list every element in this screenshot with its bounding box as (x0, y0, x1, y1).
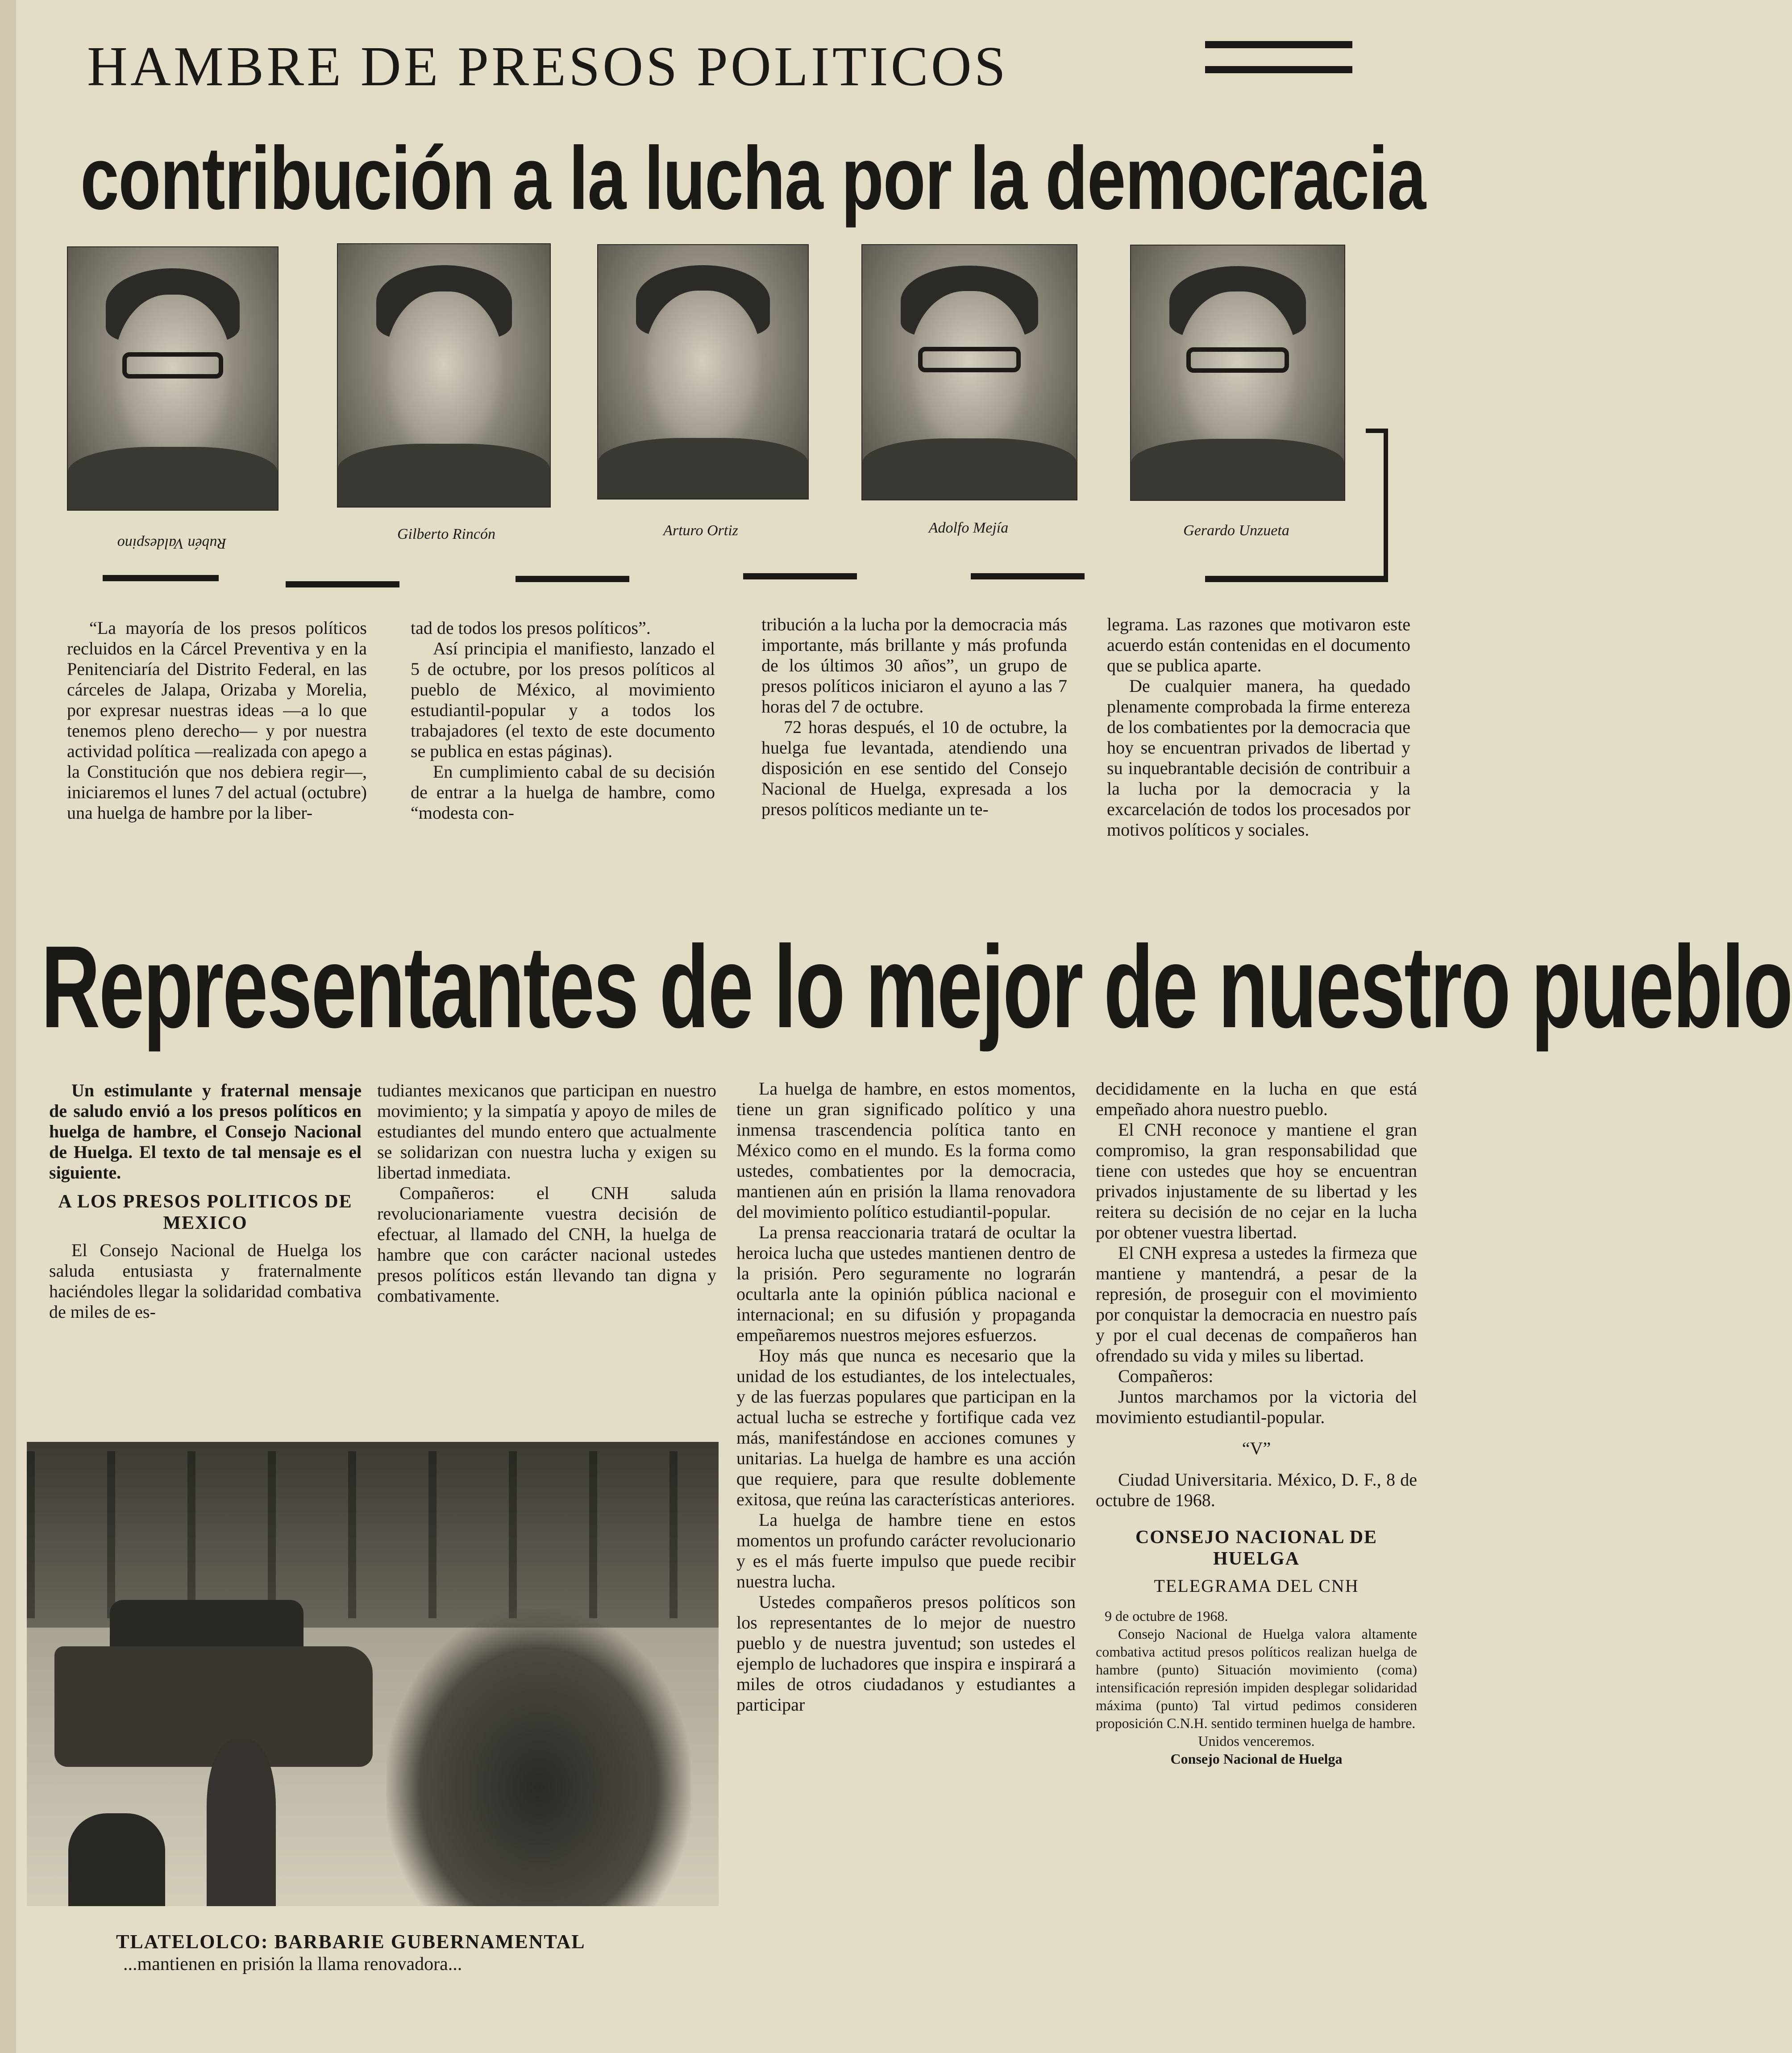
telegram-closing: Unidos venceremos. (1198, 1733, 1315, 1749)
portrait-photo-2 (337, 243, 551, 508)
article1-col2-text-b: Así principia el manifiesto, lanzado el 5 de octubre, por los presos políticos al pueblo de México, al movimiento estudiantil-popular y a todos los trabajadores (el texto de este documento se publica en estas páginas). (411, 638, 715, 761)
article2-col3-text-b: La prensa reaccionaria tratará de ocultar la heroica lucha que ustedes mantienen dentro de la prisión. Pero seguramente no lograrán ocultarla ante la opinión pública nacional e internacional; en su difusión y propaganda empeñaremos nuestros mejores esfuerzos. (736, 1222, 1076, 1345)
deco-bar-4 (743, 573, 857, 579)
article2-column-3 (736, 1079, 1076, 1715)
article2-col3-text-e: Ustedes compañeros presos políticos son los representantes de lo mejor de nuestro pueblo y de nuestra juventud; son ustedes el ejemplo de luchadores que inspira e inspirará a miles de otros ciudadanos y estudiantes a participar (736, 1592, 1076, 1715)
article1-column-4 (1107, 614, 1410, 840)
portrait-caption-1: Rubén Valdespino (117, 535, 227, 552)
portrait-photo-1 (67, 246, 279, 511)
article1-column-3 (761, 614, 1067, 820)
article1-col4-text-b: De cualquier manera, ha quedado plenamente comprobada la firme entereza de los combatientes por la democracia que hoy se encuentran privados de libertad y su inquebrantable decisión de contribuir a la lucha por la democracia y la excarcelación de todos los procesados por motivos políticos y sociales. (1107, 676, 1410, 840)
article2-col4-text-c: El CNH expresa a ustedes la firmeza que mantiene y mantendrá, a pesar de la represión, de proseguir con el movimiento por conquistar la democracia en nuestro país y por el cual decenas de compañeros han ofrendado su vida y miles su libertad. (1096, 1243, 1417, 1366)
kicker-heading: HAMBRE DE PRESOS POLITICOS (87, 36, 1008, 98)
telegram-signature: Consejo Nacional de Huelga (1170, 1751, 1343, 1767)
tlatelolco-photo (27, 1442, 719, 1906)
article2-col2-text-b: Compañeros: el CNH saluda revolucionariamente vuestra decisión de efectuar, al llamado del CNH, la huelga de hambre que con carácter nacional ustedes presos políticos están llevando tan digna y combativamente. (377, 1183, 716, 1306)
deco-bar-3 (516, 576, 629, 582)
article2-column-4 (1096, 1079, 1417, 1768)
article2-col1-text: El Consejo Nacional de Huelga los saluda entusiasta y fraternalmente haciéndoles llegar la solidaridad combativa de miles de es- (49, 1240, 362, 1322)
article2-col3-text-d: La huelga de hambre tiene en estos momentos un profundo carácter revolucionario y es el más fuerte impulso que puede recibir nuestra lucha. (736, 1510, 1076, 1591)
telegram-body: Consejo Nacional de Huelga valora altamente combativa actitud presos políticos realizan huelga de hambre (punto) Situación movimiento (coma) intensificación represión impiden desplegar solidaridad máxima (punto) Tal virtud pedimos consideren proposición C.N.H. sentido terminen huelga de hambre. (1096, 1626, 1417, 1731)
deco-bar-5 (971, 573, 1085, 579)
portrait-caption-2: Gilberto Rincón (397, 526, 496, 542)
article1-col2-text-a: tad de todos los presos políticos”. (411, 618, 651, 638)
deco-bar-2 (286, 581, 399, 587)
article2-column-2 (377, 1080, 716, 1306)
article1-column-1 (67, 618, 367, 823)
article2-subhead: A LOS PRESOS POLITICOS DE MEXICO (58, 1191, 353, 1233)
article1-col1-text: “La mayoría de los presos políticos recluidos en la Cárcel Preventiva y en la Penitenciaría del Distrito Federal, en las cárceles de Jalapa, Orizaba y Morelia, por expresar nuestras ideas —a lo que tenemos pleno derecho— y por nuestra actividad política —realizada con apego a la Constitución que nos debiera regir—, iniciaremos el lunes 7 del actual (octubre) una huelga de hambre por la liber- (67, 618, 367, 823)
article2-col4-text-d: Compañeros: (1118, 1366, 1214, 1386)
article2-signature: CONSEJO NACIONAL DE HUELGA (1135, 1527, 1378, 1569)
article2-v-mark: “V” (1242, 1438, 1271, 1458)
portrait-caption-4: Adolfo Mejía (928, 520, 1009, 536)
article2-intro: Un estimulante y fraternal mensaje de saludo envió a los presos políticos en huelga de hambre, el Consejo Nacional de Huelga. El texto de tal mensaje es el siguiente. (49, 1080, 362, 1183)
photo-caption-title: TLATELOLCO: BARBARIE GUBERNAMENTAL (116, 1931, 586, 1953)
article1-column-2 (411, 618, 715, 823)
article2-col4-text-b: El CNH reconoce y mantiene el gran compromiso, la gran responsabilidad que tiene con ustedes que hoy se encuentran privados injustamente de su libertad y les reitera su decisión de no cejar en la lucha por obtener vuestra libertad. (1096, 1120, 1417, 1242)
article2-col3-text-c: Hoy más que nunca es necesario que la unidad de los estudiantes, de los intelectuales, y de las fuerzas populares que participan en la actual lucha se estreche y fortifique cada vez más, manifestándose en acciones comunes y unitarias. La huelga de hambre es una acción que requiere, para que resulte doblemente exitosa, que reúna las características anteriores. (736, 1345, 1076, 1509)
article1-col3-text-b: 72 horas después, el 10 de octubre, la huelga fue levantada, atendiendo una disposición en ese sentido del Consejo Nacional de Huelga, expresada a los presos políticos mediante un te- (761, 717, 1067, 819)
headline-top: contribución a la lucha por la democracia (80, 129, 1426, 228)
deco-bar-1 (103, 575, 219, 581)
article1-col4-text-a: legrama. Las razones que motivaron este acuerdo están contenidas en el documento que se publica aparte. (1107, 614, 1410, 675)
article2-column-1 (49, 1080, 362, 1322)
portrait-caption-5: Gerardo Unzueta (1183, 522, 1289, 539)
photo-caption-sub: ...mantienen en prisión la llama renovadora... (123, 1954, 462, 1974)
article1-col2-text-c: En cumplimiento cabal de su decisión de entrar a la huelga de hambre, como “modesta con- (411, 762, 715, 823)
headline-main: Representantes de lo mejor de nuestro pueblo (41, 921, 1792, 1052)
kicker-rule-bottom (1205, 66, 1352, 73)
portrait-caption-3: Arturo Ortiz (663, 522, 738, 539)
deco-bar-6 (1205, 576, 1388, 582)
portrait-photo-3 (597, 244, 809, 500)
portrait-photo-4 (861, 244, 1077, 500)
telegram-title: TELEGRAMA DEL CNH (1154, 1576, 1359, 1596)
kicker-rule-top (1205, 41, 1352, 48)
portrait-photo-5 (1130, 245, 1345, 501)
article2-col3-text-a: La huelga de hambre, en estos momentos, tiene un gran significado político y una inmensa trascendencia política tanto en México como en el mundo. Es la forma como ustedes, combatientes por la democracia, mantienen aún en prisión la llama renovadora del movimiento político estudiantil-popular. (736, 1079, 1076, 1222)
article1-col3-text-a: tribución a la lucha por la democracia más importante, más brillante y más profunda de los últimos 30 años”, un grupo de presos políticos iniciaron el ayuno a las 7 horas del 7 de octubre. (761, 614, 1067, 716)
telegram-date: 9 de octubre de 1968. (1105, 1608, 1228, 1624)
article2-col4-text-e: Juntos marchamos por la victoria del movimiento estudiantil-popular. (1096, 1387, 1417, 1427)
article2-col2-text-a: tudiantes mexicanos que participan en nuestro movimiento; y la simpatía y apoyo de miles de estudiantes del mundo entero que actualmente se solidarizan con nuestra lucha y exigen su libertad inmediata. (377, 1080, 716, 1183)
bracket-right-tick (1366, 429, 1388, 433)
page-edge (0, 0, 16, 2053)
article2-place-date: Ciudad Universitaria. México, D. F., 8 de octubre de 1968. (1096, 1470, 1417, 1510)
bracket-right (1384, 429, 1388, 580)
article2-col4-text-a: decididamente en la lucha en que está empeñado ahora nuestro pueblo. (1096, 1079, 1417, 1119)
